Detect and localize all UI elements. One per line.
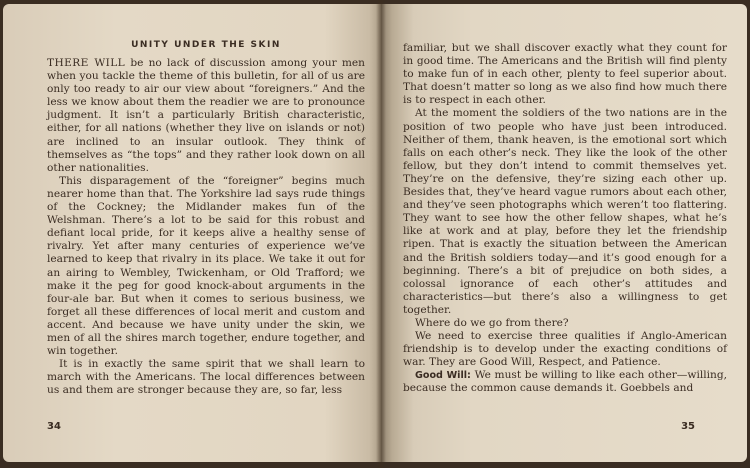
paragraph: Where do we go from there? bbox=[415, 316, 569, 329]
subheading: Good Will: bbox=[415, 370, 471, 382]
paragraph bbox=[47, 57, 365, 175]
page-number: 34 bbox=[47, 421, 61, 432]
lead-in: THERE WILL bbox=[47, 57, 126, 69]
paragraph: At the moment the soldiers of the two nations are in the position of two people who have just been introduced. Neither of them, thank heaven, is the emotional sort which falls on each other’s neck. They like the look of the other fellow, but they don’t intend to commit themselves yet. They’re on the defensive, they’re sizing each other up. Besides that, they’ve heard vague rumors about each other, and they’ve seen photographs which weren’t too flattering. They want to see how the other fellow shapes, what he’s like at work and at play, before they let the friendship ripen. That is exactly the situation between the American and the British soldiers today—and it’s good enough for a beginning. There’s a bit of prejudice on both sides, a colossal ignorance of each other’s attitudes and characteristics—but there’s also a willingness to get together. bbox=[403, 107, 727, 316]
book-gutter bbox=[376, 0, 386, 468]
section-heading: UNITY UNDER THE SKIN bbox=[131, 40, 281, 50]
left-page-text bbox=[47, 57, 365, 397]
paragraph bbox=[403, 369, 727, 395]
left-page bbox=[3, 4, 381, 462]
paragraph: It is in exactly the same spirit that we shall learn to march with the Americans. The local differences between us and them are stronger because they are, so far, less bbox=[47, 358, 365, 397]
page-number: 35 bbox=[681, 421, 695, 432]
paragraph: This disparagement of the “foreigner” begins much nearer home than that. The Yorkshire lad says rude things of the Cockney; the Midlander makes fun of the Welshman. There’s a lot to be said for this robust and defiant local pride, for it keeps alive a healthy sense of rivalry. Yet after many centuries of experience we’ve learned to keep that rivalry in its place. We take it out for an airing to Wembley, Twickenham, or Old Trafford; we make it the peg for good knock-about arguments in the four-ale bar. But when it comes to serious business, we forget all these differences of local merit and custom and accent. And because we have unity under the skin, we men of all the shires march together, endure together, and win together. bbox=[47, 174, 365, 358]
paragraph: We need to exercise three qualities if Anglo-American friendship is to develop under the exacting conditions of war. They are Good Will, Respect, and Patience. bbox=[403, 330, 727, 369]
paragraph-text: be no lack of discussion among your men when you tackle the theme of this bulletin, for all of us are only too ready to air our view about “foreigners.” And the less we know about them the readier we are to pronounce judgment. It isn’t a particularly British characteristic, either, for all nations (whether they live on islands or not) are inclined to an insular outlook. They think of themselves as “the tops” and they rather look down on all other nationalities. bbox=[47, 57, 365, 174]
right-page-text bbox=[403, 42, 727, 396]
paragraph: familiar, but we shall discover exactly what they count for in good time. The Americans and the British will find plenty to make fun of in each other, plenty to feel superior about. That doesn’t matter so long as we also find how much there is to respect in each other. bbox=[403, 42, 727, 107]
right-page bbox=[381, 4, 747, 462]
paragraph-text: We must be willing to like each other—willing, because the common cause demands it. Goebbels and bbox=[403, 369, 727, 395]
